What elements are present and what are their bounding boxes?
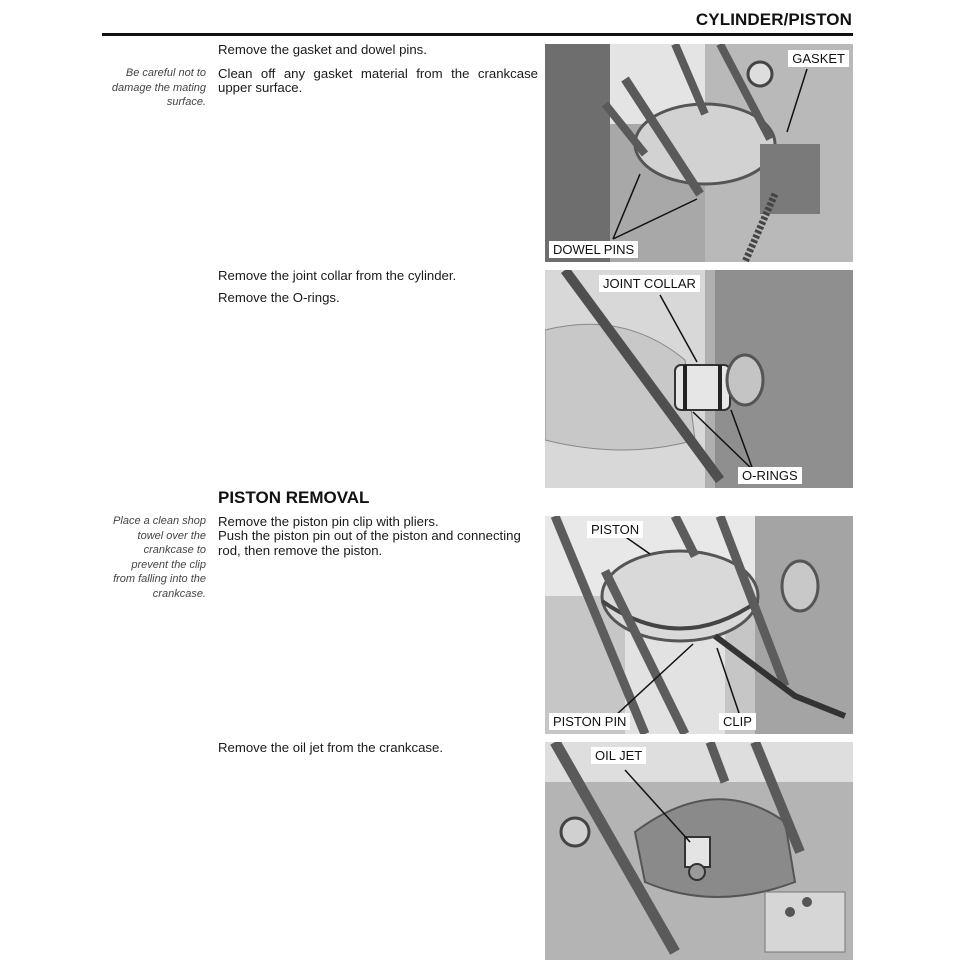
note-line: Place a clean shop (113, 515, 206, 527)
callout-piston-pin: PISTON PIN (549, 713, 630, 730)
side-note-shop-towel (96, 514, 206, 602)
joint-collar-photo-illustration (545, 270, 853, 488)
step-clean-gasket-line1: Clean off any gasket material from the crankcase (218, 66, 538, 81)
page-header-title: CYLINDER/PISTON (695, 10, 852, 29)
note-line: surface. (166, 96, 206, 109)
figure-oil-jet (545, 742, 853, 960)
figure-gasket-dowel-pins (545, 44, 853, 262)
callout-oil-jet: OIL JET (591, 747, 646, 764)
note-line: prevent the clip (131, 558, 206, 571)
callout-gasket: GASKET (788, 50, 849, 67)
header-rule (102, 33, 853, 36)
callout-clip: CLIP (719, 713, 756, 730)
figure-joint-collar (545, 270, 853, 488)
step-remove-pin-clip: Remove the piston pin clip with pliers. (218, 514, 439, 529)
step-clean-gasket-line2: upper surface. (218, 80, 303, 95)
note-line: from falling into the (113, 573, 206, 586)
piston-photo-illustration (545, 516, 853, 734)
oil-jet-photo-illustration (545, 742, 853, 960)
step-push-pin-line2: rod, then remove the piston. (218, 543, 383, 558)
step-push-pin-line1: Push the piston pin out of the piston and connecting (218, 528, 521, 543)
note-line: Be careful not to (125, 67, 206, 79)
callout-dowel-pins: DOWEL PINS (549, 241, 638, 258)
engine-photo-illustration (545, 44, 853, 262)
step-remove-gasket: Remove the gasket and dowel pins. (218, 42, 427, 57)
side-note-careful (96, 66, 206, 110)
callout-piston: PISTON (587, 521, 643, 538)
note-line: towel over the (137, 529, 206, 542)
callout-o-rings: O-RINGS (738, 467, 802, 484)
callout-joint-collar: JOINT COLLAR (599, 275, 700, 292)
figure-piston-removal (545, 516, 853, 734)
step-remove-o-rings: Remove the O-rings. (218, 290, 340, 305)
section-heading-piston-removal: PISTON REMOVAL (218, 488, 370, 507)
note-line: damage the mating (111, 81, 206, 94)
step-remove-oil-jet: Remove the oil jet from the crankcase. (218, 740, 444, 755)
step-remove-joint-collar: Remove the joint collar from the cylinder. (218, 268, 457, 283)
note-line: crankcase to (143, 544, 206, 557)
note-line: crankcase. (152, 587, 206, 600)
